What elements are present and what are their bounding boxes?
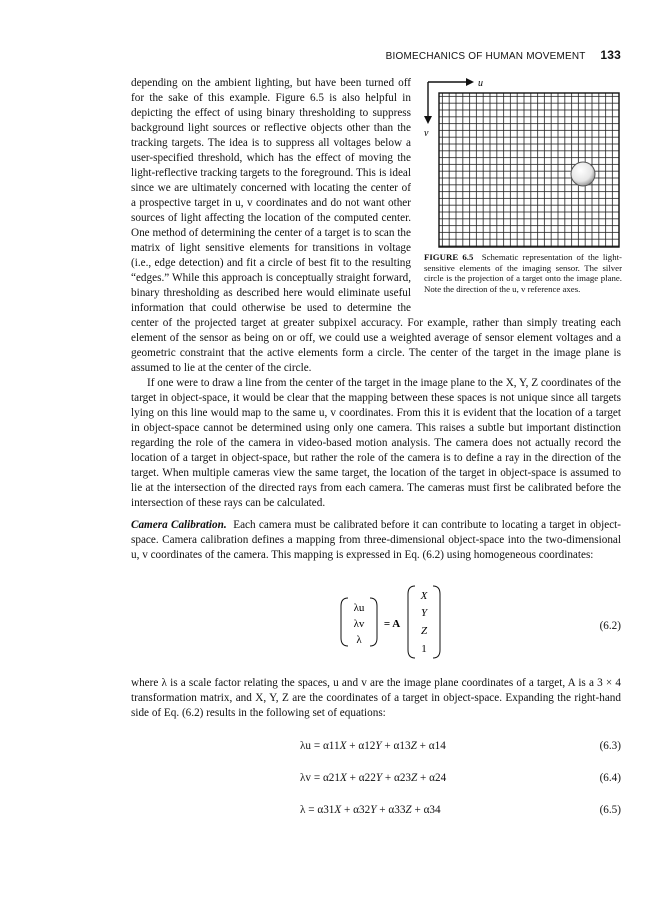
equation-6-2-number: (6.2): [599, 620, 621, 632]
equals-a: = A: [383, 618, 401, 630]
eq65-c3: α33: [388, 804, 406, 816]
eq64-c4: α24: [429, 772, 447, 784]
equation-6-3: λu = α11X + α12Y + α13Z + α14: [300, 740, 446, 752]
v-axis-arrowhead: [424, 116, 432, 124]
lhs-1: λv: [353, 618, 365, 630]
lhs-2: λ: [356, 634, 362, 646]
eq65-c4: α34: [423, 804, 441, 816]
figure-caption: [424, 252, 622, 294]
sensor-grid-diagram: [422, 76, 622, 254]
rhs-1: Y: [420, 607, 428, 619]
eq64-lhs: λv: [300, 772, 312, 784]
eq64-c1: α21: [322, 772, 340, 784]
figure-6-5: [422, 76, 622, 254]
paragraph-3: where λ is a scale factor relating the spaces, u and v are the image plane coordinates of a target, A is a 3 × 4 transformation matrix, and X, Y, Z are the coordinates of a target in object-space. Expanding the right-hand side of Eq. (6.2) results in the following set of equations:: [131, 677, 621, 719]
paragraph-2: If one were to draw a line from the center of the target in the image plane to the X, Y, Z coordinates of the target in object-space, it would be clear that the mapping between these spaces is not unique since all targets lying on this line would map to the same u, v coordinates. From this it is evident that the location of a target in object-space cannot be determined using only one camera. This raises a subtle but important distinction regarding the role of the camera in video-based motion analysis. The camera does not actually record the location of a target in object-space, but rather the role of the camera is to define a ray in the direction of the target. When multiple cameras view the same target, the location of the target in object-space is assumed to lie at the intersection of the directed rays from each camera. The cameras must first be calibrated before the intersection of these rays can be calculated.: [131, 377, 621, 509]
eq65-c1: α31: [317, 804, 335, 816]
rhs-3: 1: [421, 643, 427, 655]
eq63-c1: α11: [322, 740, 340, 752]
equation-6-2-matrix: [338, 584, 458, 660]
equation-6-4-number: (6.4): [599, 772, 621, 784]
figure-caption-label: FIGURE 6.5: [424, 252, 474, 262]
eq63-lhs: λu: [300, 740, 312, 752]
figure-caption-text: Schematic representation of the light-sensitive elements of the imaging sensor. The silver circle is the projection of a target onto the image plane. Note the direction of the u, v reference axes.: [424, 252, 622, 294]
running-title: BIOMECHANICS OF HUMAN MOVEMENT: [385, 51, 586, 62]
lhs-0: λu: [353, 602, 365, 614]
paragraph-1: depending on the ambient lighting, but have been turned off for the sake of this example. Figure 6.5 is also helpful in depicting the effect of using binary thresholding to suppress background light sources or reflective objects other than the tracking targets. The idea is to suppress all voltages below a user-specified threshold, which has the effect of moving the light-reflective tracking targets to the foreground. This is ideal since we are ultimately concerned with locating the center of a prospective target in u, v coordinates and do not want other sources of light affecting the location of the computed center. One method of determining the center of a target is to scan the matrix of light sensitive elements for transitions in voltage (i.e., edge detection) and fit a circle of best fit to the resulting “edges.” While this approach is conceptually straight forward, binary thresholding as described here would eliminate useful information that could otherwise be used to determine the center of the projected target at greater subpixel accuracy. For example, rather than simply treating each element of the sensor as being on or off, we could use a weighted average of sensor element voltages and a geometric constraint that the active elements form a circle. The center of the target in the image plane is assumed to lie at the center of the circle.: [131, 77, 621, 374]
target-projection-circle: [571, 162, 595, 186]
section-text: Each camera must be calibrated before it can contribute to locating a target in object-space. Camera calibration defines a mapping from three-dimensional object-space into the two-dimensional u, v coordinates of the camera. This mapping is expressed in Eq. (6.2) using homogeneous coordinates:: [131, 519, 621, 561]
u-axis-arrowhead: [466, 78, 474, 86]
eq64-c3: α23: [393, 772, 412, 784]
section-camera-calibration: [131, 518, 621, 563]
page-number: 133: [600, 48, 621, 62]
equation-6-5-number: (6.5): [599, 804, 621, 816]
eq64-c2: α22: [358, 772, 376, 784]
u-axis-label: u: [478, 78, 483, 89]
eq65-c2: α32: [353, 804, 371, 816]
section-heading: Camera Calibration.: [131, 519, 227, 531]
running-header: [131, 48, 621, 62]
equation-6-3-number: (6.3): [599, 740, 621, 752]
eq63-c2: α12: [358, 740, 376, 752]
v-axis-label: v: [424, 128, 429, 139]
rhs-0: X: [420, 590, 428, 602]
equation-6-5: λ = α31X + α32Y + α33Z + α34: [300, 804, 441, 816]
eq63-c4: α14: [428, 740, 446, 752]
equation-6-2: [338, 584, 458, 660]
eq63-c3: α13: [393, 740, 411, 752]
rhs-2: Z: [420, 625, 428, 637]
paragraph-3-wrapper: [131, 676, 621, 721]
equation-6-4: λv = α21X + α22Y + α23Z + α24: [300, 772, 447, 784]
eq65-lhs: λ: [300, 804, 306, 816]
